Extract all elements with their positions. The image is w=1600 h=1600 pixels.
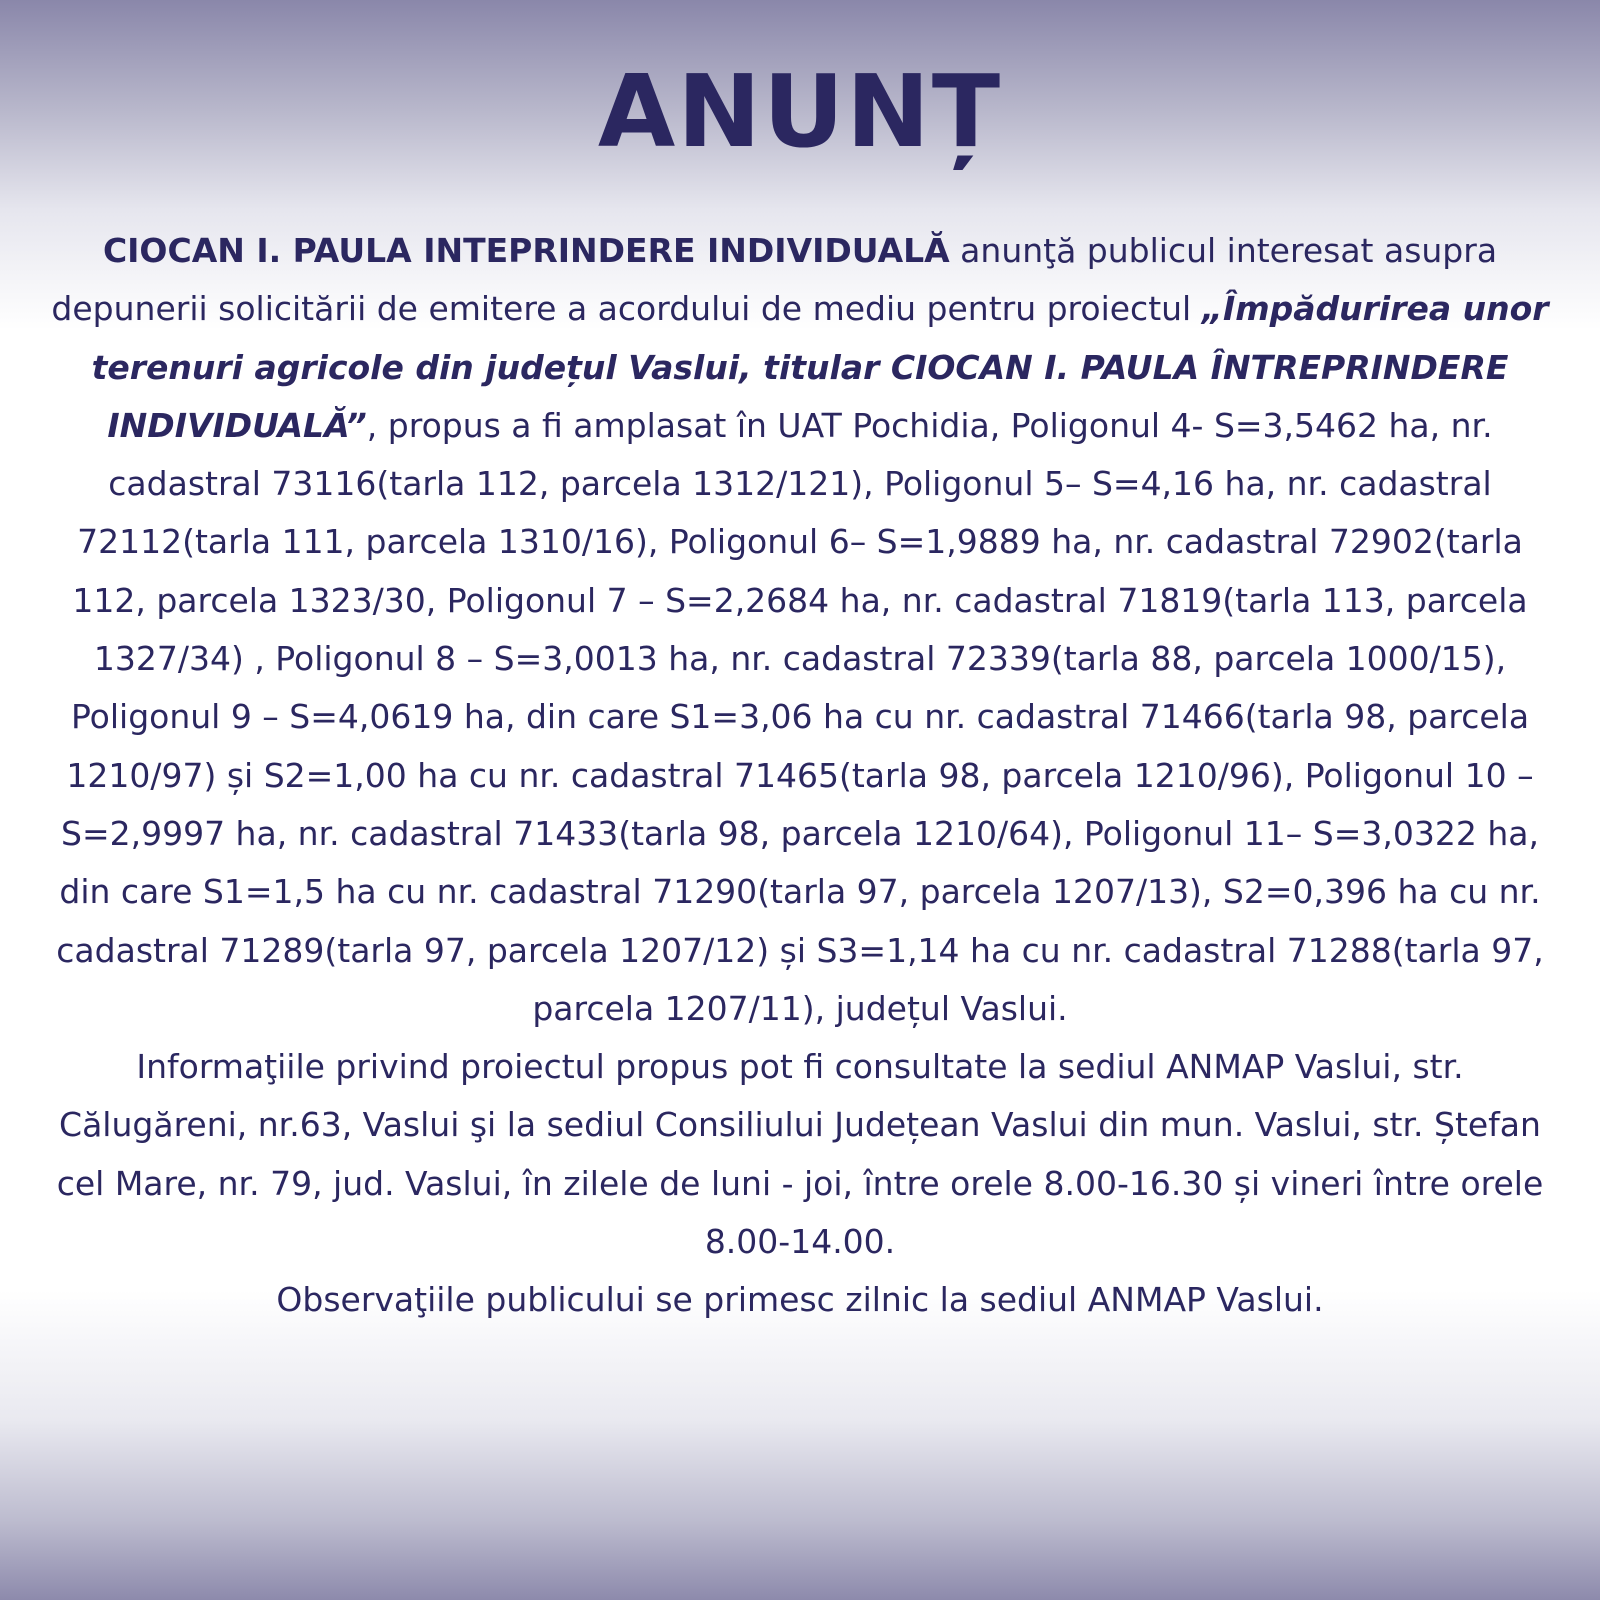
announcement-paragraph-main: [40, 222, 1560, 1038]
announcement-body: [40, 222, 1560, 1330]
intro-text: anunţă publicul interesat asupra depunerii solicitării de emitere a acordului de mediu pentru proiectul: [51, 231, 1498, 329]
announcement-paragraph-consultation: Informaţiile privind proiectul propus pot fi consultate la sediul ANMAP Vaslui, str. Călugăreni, nr.63, Vaslui şi la sediul Consiliului Județean Vaslui din mun. Vaslui, str. Ștefan cel Mare, nr. 79, jud. Vaslui, în zilele de luni - joi, între orele 8.00-16.30 și vineri între orele 8.00-14.00.: [56, 1047, 1544, 1262]
company-name: CIOCAN I. PAULA INTEPRINDERE INDIVIDUALĂ: [102, 231, 950, 270]
announcement-title: ANUNȚ: [597, 53, 1003, 170]
project-title: „Împădurirea unor terenuri agricole din județul Vaslui, titular CIOCAN I. PAULA ÎNTREPRINDERE INDIVIDUALĂ”: [91, 289, 1549, 445]
announcement-paragraph-observations: Observaţiile publicului se primesc zilnic la sediul ANMAP Vaslui.: [276, 1280, 1324, 1320]
project-location-details: , propus a fi amplasat în UAT Pochidia, Poligonul 4- S=3,5462 ha, nr. cadastral 73116(tarla 112, parcela 1312/121), Poligonul 5– S=4,16 ha, nr. cadastral 72112(tarla 111, parcela 1310/16), Poligonul 6– S=1,9889 ha, nr. cadastral 72902(tarla 112, parcela 1323/30, Poligonul 7 – S=2,2684 ha, nr. cadastral 71819(tarla 113, parcela 1327/34) , Poligonul 8 – S=3,0013 ha, nr. cadastral 72339(tarla 88, parcela 1000/15), Poligonul 9 – S=4,0619 ha, din care S1=3,06 ha cu nr. cadastral 71466(tarla 98, parcela 1210/97) și S2=1,00 ha cu nr. cadastral 71465(tarla 98, parcela 1210/96), Poligonul 10 – S=2,9997 ha, nr. cadastral 71433(tarla 98, parcela 1210/64), Poligonul 11– S=3,0322 ha, din care S1=1,5 ha cu nr. cadastral 71290(tarla 97, parcela 1207/13), S2=0,396 ha cu nr. cadastral 71289(tarla 97, parcela 1207/12) și S3=1,14 ha cu nr. cadastral 71288(tarla 97, parcela 1207/11), județul Vaslui.: [56, 405, 1544, 1028]
